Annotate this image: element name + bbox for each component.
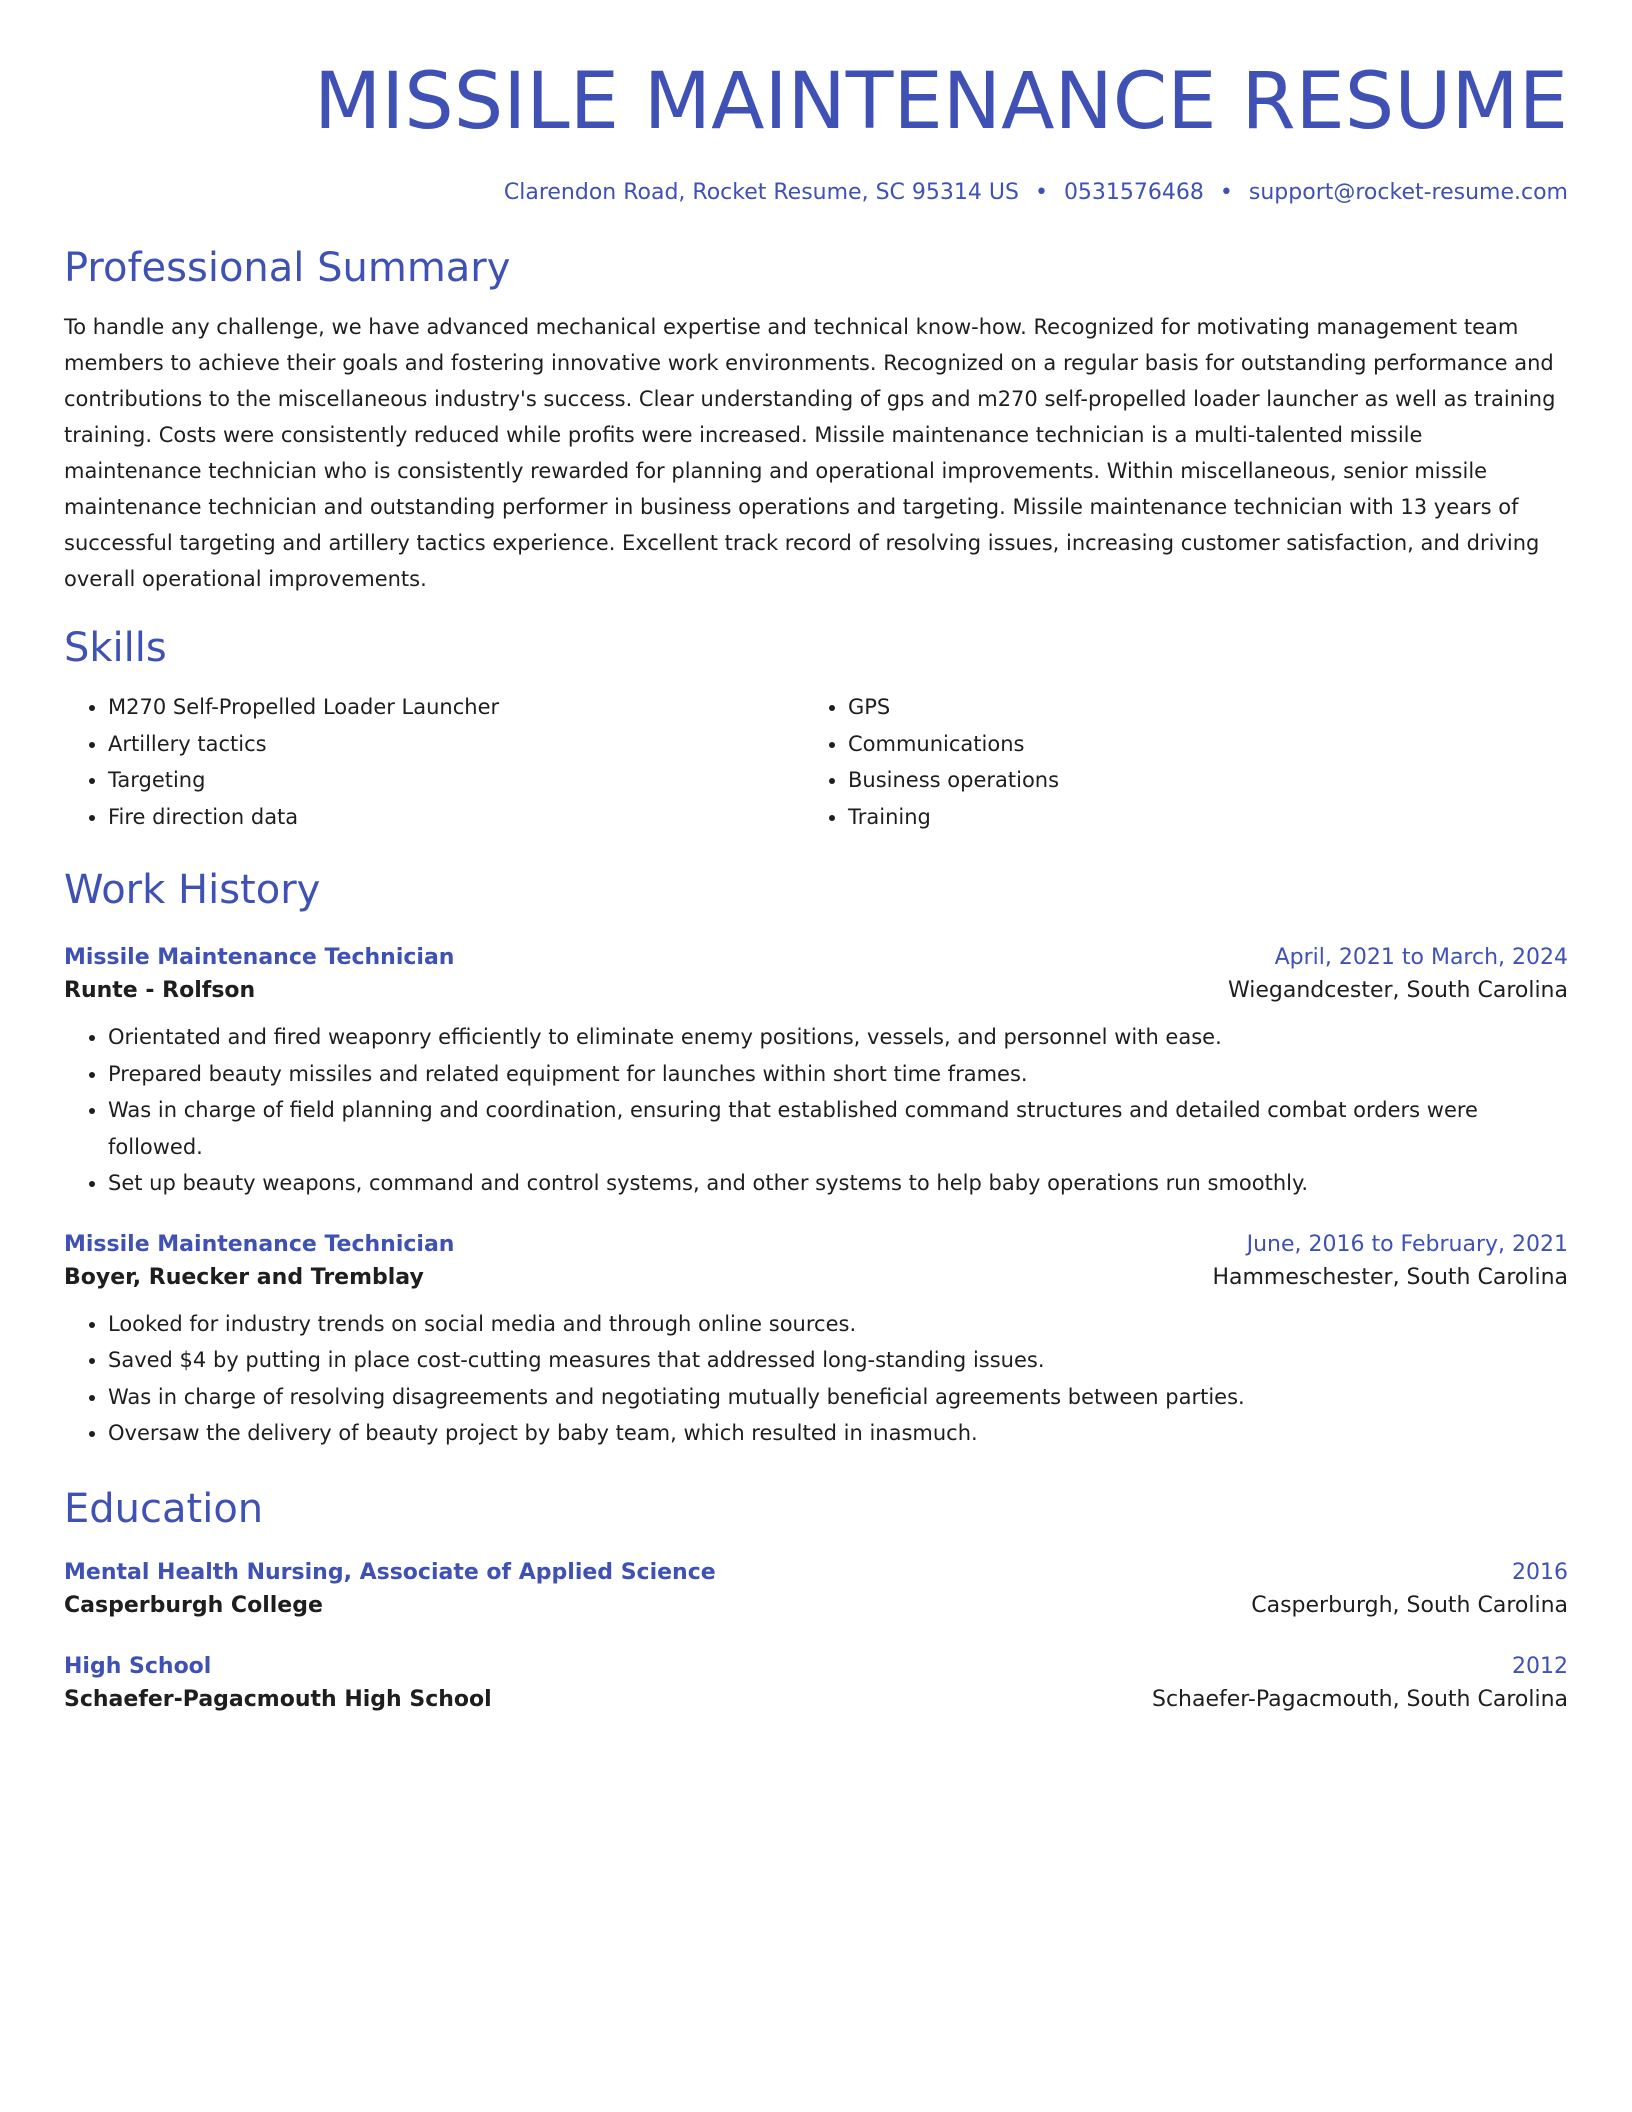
job-dates: April, 2021 to March, 2024 <box>1274 945 1568 970</box>
job-bullets <box>64 1306 1568 1452</box>
skill-item: • Targeting <box>108 762 804 799</box>
education-entry <box>64 1560 1568 1618</box>
job-bullet: • Looked for industry trends on social media and through online sources. <box>108 1306 1568 1343</box>
skill-item: • GPS <box>848 689 1544 726</box>
education-year: 2016 <box>1512 1559 1568 1585</box>
skill-item: • Artillery tactics <box>108 726 804 763</box>
skills-right-column <box>804 689 1544 835</box>
contact-email: support@rocket-resume.com <box>1248 180 1568 205</box>
skills-heading: Skills <box>64 625 167 671</box>
job-role: Missile Maintenance Technician <box>64 1231 455 1257</box>
contact-separator: • <box>1034 180 1048 205</box>
contact-phone: 0531576468 <box>1063 180 1204 205</box>
education-location: Casperburgh, South Carolina <box>1251 1592 1568 1618</box>
job-role: Missile Maintenance Technician <box>64 945 455 970</box>
job-entry <box>64 1232 1568 1452</box>
education-location: Schaefer-Pagacmouth, South Carolina <box>1151 1686 1568 1712</box>
skill-item: • Fire direction data <box>108 799 804 836</box>
job-company: Runte - Rolfson <box>64 978 256 1003</box>
job-location: Hammeschester, South Carolina <box>1212 1264 1568 1290</box>
job-bullet: • Oversaw the delivery of beauty project by baby team, which resulted in inasmuch. <box>108 1415 1568 1452</box>
summary-text: To handle any challenge, we have advanced mechanical expertise and technical know-how. Recognized for motivating management team members to achieve their goals and fostering innovative work environments. Recognized on a regular basis for outstanding performance and contributions to the miscellaneous industry's success. Clear understanding of gps and m270 self-propelled loader launcher as well as training training. Costs were consistently reduced while profits were increased. Missile maintenance technician is a multi-talented missile maintenance technician who is consistently rewarded for planning and operational improvements. Within miscellaneous, senior missile maintenance technician and outstanding performer in business operations and targeting. Missile maintenance technician with 13 years of successful targeting and artillery tactics experience. Excellent track record of resolving issues, increasing customer satisfaction, and driving overall operational improvements. <box>64 315 1556 591</box>
contact-separator: • <box>1219 180 1233 205</box>
job-bullet: • Prepared beauty missiles and related equipment for launches within short time frames. <box>108 1056 1568 1093</box>
job-bullet: • Orientated and fired weaponry efficiently to eliminate enemy positions, vessels, and personnel with ease. <box>108 1019 1568 1056</box>
job-bullets <box>64 1019 1568 1202</box>
education-degree: Mental Health Nursing, Associate of Applied Science <box>64 1559 716 1585</box>
job-entry <box>64 945 1568 1202</box>
job-dates: June, 2016 to February, 2021 <box>1246 1231 1568 1257</box>
job-bullet: • Was in charge of resolving disagreements and negotiating mutually beneficial agreements between parties. <box>108 1379 1568 1416</box>
job-location: Wiegandcester, South Carolina <box>1227 978 1568 1003</box>
job-bullet: • Saved $4 by putting in place cost-cutting measures that addressed long-standing issues. <box>108 1342 1568 1379</box>
skill-item: • Communications <box>848 726 1544 763</box>
summary-heading: Professional Summary <box>64 245 511 291</box>
contact-line <box>64 180 1568 205</box>
education-degree: High School <box>64 1653 212 1679</box>
skill-item: • M270 Self-Propelled Loader Launcher <box>108 689 804 726</box>
skill-item: • Business operations <box>848 762 1544 799</box>
job-bullet: • Was in charge of field planning and coordination, ensuring that established command structures and detailed combat orders were followed. <box>108 1092 1568 1165</box>
education-entry <box>64 1654 1568 1712</box>
skills-left-column <box>64 689 804 835</box>
skill-item: • Training <box>848 799 1544 836</box>
education-heading: Education <box>64 1485 264 1532</box>
education-year: 2012 <box>1512 1653 1568 1679</box>
contact-address: Clarendon Road, Rocket Resume, SC 95314 US <box>503 180 1019 205</box>
education-school: Casperburgh College <box>64 1592 323 1618</box>
job-bullet: • Set up beauty weapons, command and control systems, and other systems to help baby operations run smoothly. <box>108 1165 1568 1202</box>
skills-list <box>64 689 1568 835</box>
job-company: Boyer, Ruecker and Tremblay <box>64 1264 424 1290</box>
education-school: Schaefer-Pagacmouth High School <box>64 1686 492 1712</box>
resume-title: MISSILE MAINTENANCE RESUME <box>313 57 1568 147</box>
work-history-heading: Work History <box>64 867 321 913</box>
